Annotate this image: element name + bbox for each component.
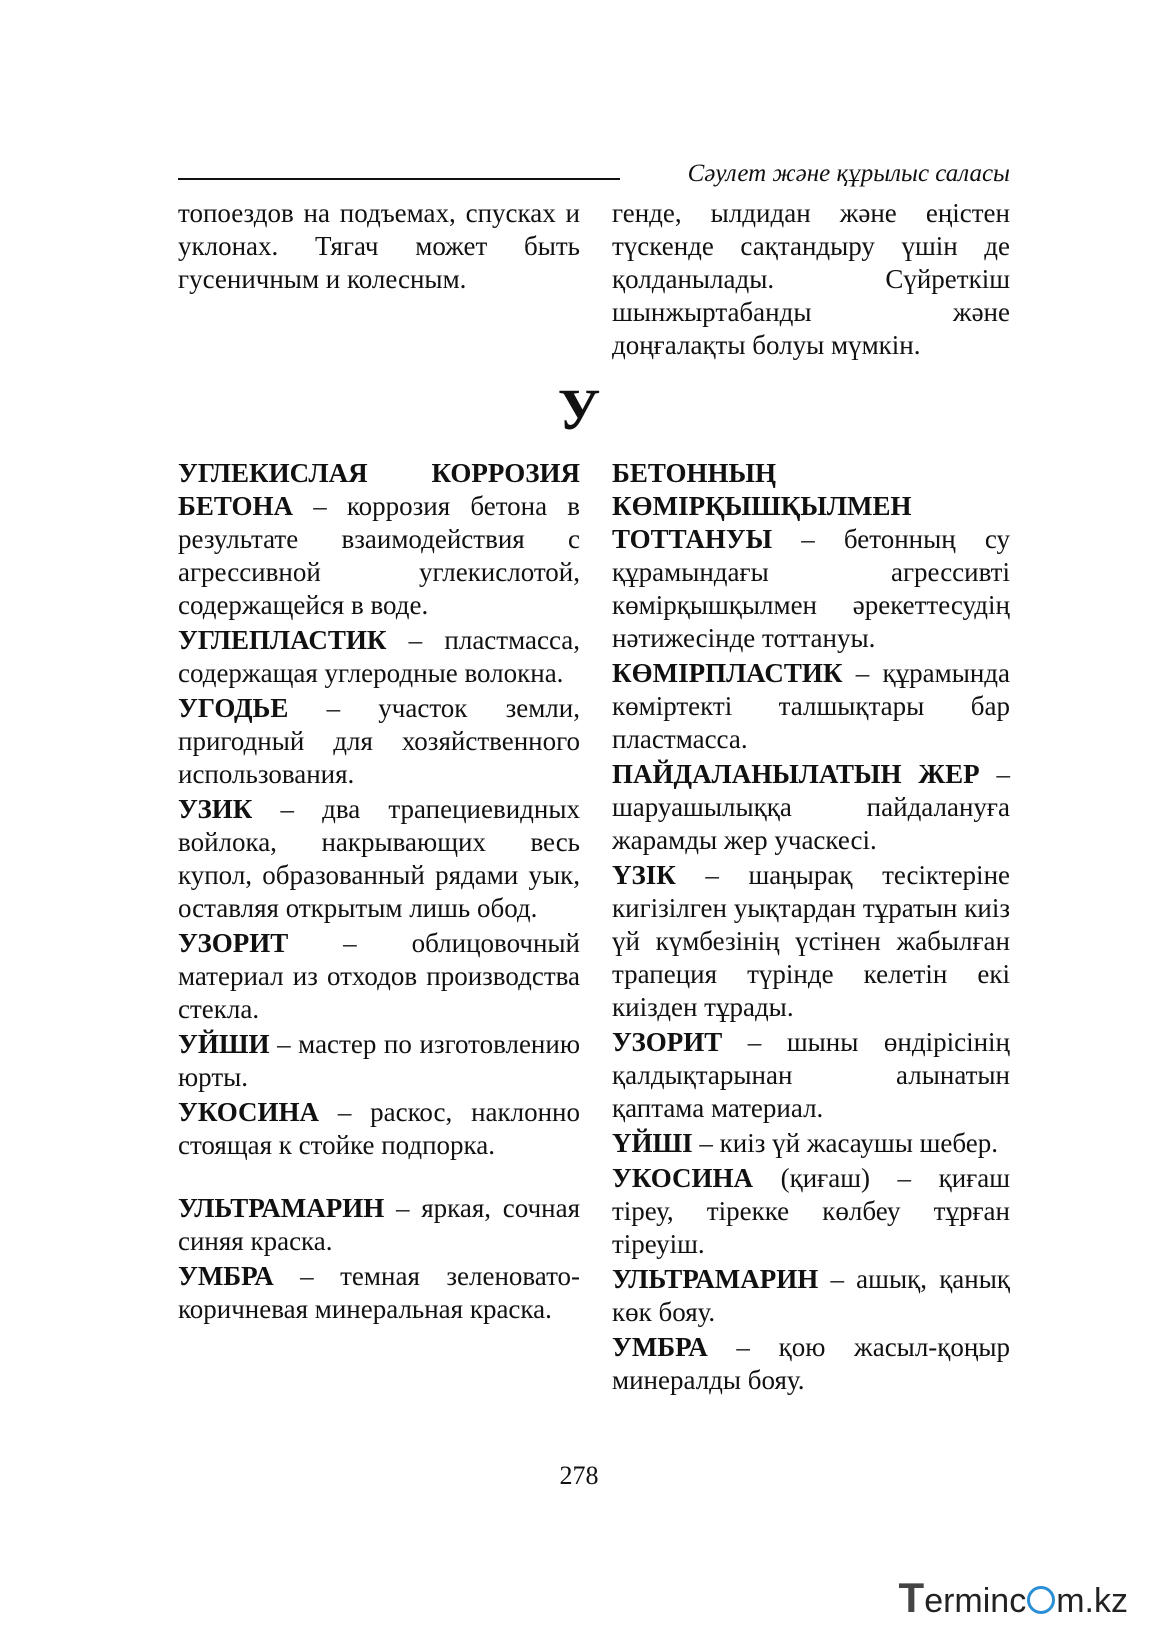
entry-term: УЙШИ [178, 1029, 270, 1059]
dictionary-entry [612, 457, 1010, 655]
entry-definition: – шаруашылыққа пайдалануға жарамды жер учаскесі. [612, 759, 1011, 855]
header-rule [178, 178, 620, 180]
entry-definition: – участок земли, пригодный для хозяйственного использования. [178, 693, 580, 789]
entry-definition: – пластмасса, содержащая углеродные волокна. [178, 625, 580, 688]
dictionary-entry [612, 1162, 1010, 1261]
dictionary-entry [612, 1331, 1010, 1397]
entry-term: БЕТОННЫҢ КӨМІРҚЫШҚЫЛМЕН ТОТТАНУЫ [612, 458, 912, 554]
entry-term: УЗОРИТ [178, 928, 289, 958]
entry-term: УГЛЕПЛАСТИК [178, 625, 387, 655]
watermark-part: m.kz [1056, 1582, 1128, 1620]
dictionary-entry [178, 793, 580, 925]
entry-term: УЛЬТРАМАРИН [612, 1264, 819, 1294]
dictionary-entry [612, 859, 1010, 1024]
entry-definition: (қиғаш) – қиғаш тіреу, тірекке көлбеу тұрған тіреуіш. [612, 1163, 1010, 1259]
continuation-right: генде, ылдидан және еңістен түскенде сақтандыру үшін де қолданылады. Сүйреткіш шынжыртабанды және доңғалақты болуы мүмкін. [612, 198, 1010, 360]
dictionary-entry [612, 1263, 1010, 1329]
entry-term: УМБРА [612, 1332, 708, 1362]
entry-definition: – қою жасыл-қоңыр минералды бояу. [612, 1332, 1010, 1395]
entry-definition: – ашық, қанық көк бояу. [612, 1264, 1010, 1327]
dictionary-entry [178, 1028, 580, 1094]
continuation-left: топоездов на подъемах, спусках и уклонах. Тягач может быть гусеничным и колесным. [178, 198, 580, 294]
dictionary-entry [178, 624, 580, 690]
running-head: Сәулет және құрылыс саласы [687, 160, 1010, 187]
dictionary-entry [178, 457, 580, 622]
entry-definition: – два трапециевидных войлока, накрывающих весь купол, образованный рядами уык, оставляя открытым лишь обод. [178, 794, 580, 923]
dictionary-entry [178, 1192, 580, 1258]
entry-definition: – коррозия бетона в результате взаимодействия с агрессивной углекислотой, содержащейся в воде. [178, 491, 580, 620]
entry-definition: – бетонның су құрамындағы агрессивті көмірқышқылмен әрекеттесудің нәтижесінде тоттануы. [612, 524, 1010, 653]
watermark-part: erminc [924, 1582, 1027, 1620]
entry-term: УГОДЬЕ [178, 693, 289, 723]
entry-definition: – яркая, сочная синяя краска. [178, 1193, 580, 1256]
entry-definition: – темная зеленовато-коричневая минеральная краска. [178, 1261, 580, 1324]
page-number: 278 [559, 1461, 599, 1490]
entry-term: КӨМІРПЛАСТИК [612, 658, 843, 688]
dictionary-entry [178, 692, 580, 791]
globe-icon [1027, 1586, 1055, 1614]
entry-definition: – шыны өндірісінің қалдықтарынан алынатын қаптама материал. [612, 1027, 1010, 1123]
entry-definition: – облицовочный материал из отходов производства стекла. [178, 928, 580, 1024]
entries-russian [178, 457, 580, 1328]
watermark-logo [899, 1574, 1128, 1622]
entry-definition: – құрамында көміртекті талшықтары бар пластмасса. [612, 658, 1010, 754]
entry-term: УЗИК [178, 794, 253, 824]
entry-term: УМБРА [178, 1261, 274, 1291]
dictionary-entry [178, 1260, 580, 1326]
dictionary-entry [178, 1096, 580, 1162]
entry-definition: – шаңырақ тесіктеріне кигізілген уықтардан тұратын киіз үй күмбезінің үстінен жабылған трапеция түрінде келетін екі киізден тұрады. [612, 860, 1010, 1022]
entry-term: ҮЗІК [612, 860, 676, 890]
watermark-part: T [898, 1574, 925, 1621]
entry-definition: – раскос, наклонно стоящая к стойке подпорка. [178, 1097, 580, 1160]
entry-term: УЛЬТРАМАРИН [178, 1193, 385, 1223]
entry-definition: – мастер по изготовлению юрты. [178, 1029, 580, 1092]
dictionary-entry [612, 1127, 1010, 1160]
entry-term: ПАЙДАЛАНЫЛАТЫН ЖЕР [612, 759, 980, 789]
entry-term: УЗОРИТ [612, 1027, 723, 1057]
dictionary-entry [612, 657, 1010, 756]
entries-kazakh [612, 457, 1010, 1399]
entry-term: ҮЙШІ [612, 1128, 693, 1158]
dictionary-entry [612, 758, 1010, 857]
entry-definition: – киіз үй жасаушы шебер. [692, 1128, 998, 1158]
entry-term: УКОСИНА [612, 1163, 754, 1193]
section-letter: У [557, 377, 601, 442]
dictionary-entry [178, 927, 580, 1026]
entry-term: УКОСИНА [178, 1097, 320, 1127]
dictionary-entry [612, 1026, 1010, 1125]
entry-term: УГЛЕКИСЛАЯ КОРРОЗИЯ БЕТОНА [178, 458, 580, 521]
